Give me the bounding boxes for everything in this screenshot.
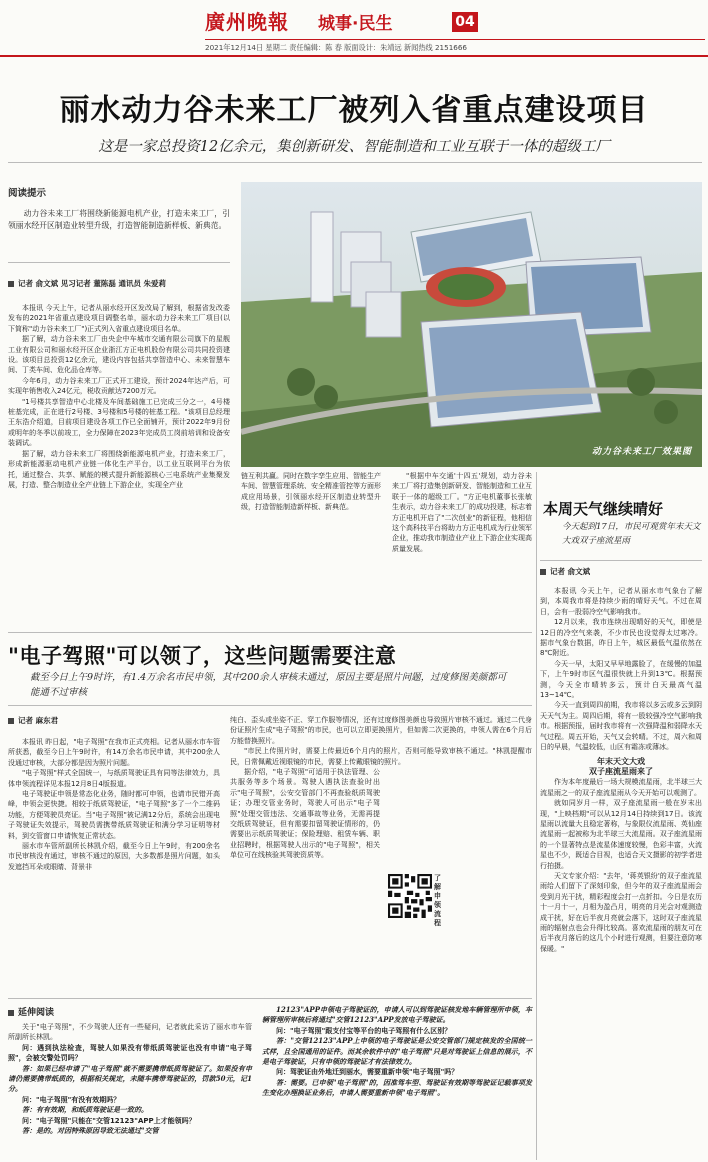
bullet-icon [8, 718, 14, 724]
bullet-icon [8, 281, 14, 287]
extended-col2 [262, 1005, 532, 1099]
divider [8, 632, 532, 633]
qa-line: 问："电子驾照"跟支付宝等平台的电子驾照有什么区别？ [276, 1026, 452, 1035]
weather-subhead-1: 年末天文大戏 [597, 756, 645, 766]
qa-line: 问："电子驾照"有没有效期吗？ [22, 1095, 121, 1104]
qa-line: 答："交管12123"APP上申领的电子驾驶证是公安交管部门规定核发的全国统一式样，且全国通用的证件。而其余软件中的"电子驾照"只是对驾驶证上信息的展示，不是电子驾驶证，只有申领的驾驶证才有法律效力。 [262, 1036, 532, 1067]
qa-line: 问：遇到执法检查，驾驶人如果没有带纸质驾驶证也没有申请"电子驾照"，会被交警处罚吗？ [8, 1043, 252, 1063]
divider [8, 705, 532, 706]
extended-title: 延伸阅读 [8, 1005, 54, 1018]
divider [536, 472, 537, 1160]
qa-line: 12123"APP申领电子驾驶证的，申请人可以到驾驶证核发地车辆管理所申领，车辆管理所审核后将通过"交管12123"APP发放电子驾驶证。 [262, 1005, 532, 1025]
lead-subtitle: 这是一家总投资12亿余元，集创新研发、智能制造和工业互联于一体的超级工厂 [98, 139, 610, 155]
weather-headline: 本周天气继续晴好 [543, 500, 664, 518]
factory-rendering-photo [241, 182, 702, 467]
weather-body: 本报讯 今天上午，记者从丽水市气象台了解到，本周我市将是持续少雨的晴好天气。不过在周日，会有一股弱冷空气影响我市。 12月以来，我市连续出现晴好的天气，即使是12日的冷空气来袭，不少市民也没觉得太过寒冷。据市气象台数据，昨日上午，城区最低气温依然在8℃附近。 今天一早，太阳又早早地露脸了，在缓慢的加温下，上午9时市区气温很快就上升到13℃。根据预测，今天全市晴转多云，预计白天最高气温13~14℃。 今天一直到周四前期，我市将以多云或多云到阴天天气为主。周四后期，将有一股较强冷空气影响我市。根据预报，届时我市将有一次强降温和弱降水天气过程。周五开始，天气又会转晴。不过，周六和周日的早晨，气温较低，山区有霜冻或薄冰。 年末天文大戏 双子座流星雨来了 作为本年度最后一场大规模流星雨，北半球三大流星雨之一的双子座流星雨从今天开始可以观测了。 就如同岁月一样，双子座流星雨一般在岁末出现，"上映档期"可以从12月14日持续到17日。该流星雨以流量大且稳定著称，与象限仪流星雨、英仙座流星雨一起被称为北半球三大流星雨。双子座流星雨的一个显著特点是流星体速度较慢，色彩丰富，火流星也不少，既适合目视，也适合天文摄影的初学者进行拍摄。 天文专家介绍："去年，'蒋英银纷'的双子座流星雨给人们留下了深刻印象，但今年的双子座流星雨会受到月光干扰，精彩程度会打一点折扣。今日是农历十一月十一，月相为盈凸月，明亮的月光会对观测造成干扰，好在后半夜月亮就会落下，这时双子座流星雨的辐射点也会升得比较高。喜欢流星雨的朋友可在后半夜月落后的这几个小时进行观测，但要注意防寒保暖。" [540, 587, 702, 953]
issue-info: 2021年12月14日 星期二 责任编辑：陈 春 版面设计：朱靖远 新闻热线 2151666 [205, 43, 467, 52]
qa-line: 答：是的。对因特殊原因导致无法通过"交管 [22, 1126, 159, 1136]
article1-col1: 本报讯 今天上午，记者从丽水经开区发改局了解到，根据省发改委发布的2021年省重点建设项目调整名单，丽水动力谷未来工厂项目(以下简称"动力谷未来工厂")正式列入省重点建设项目名单。 据了解，动力谷未来工厂由央企中车城市交通有限公司旗下的星舰工业有限公司和丽水经开区企业浙江方正电机股份有限公司共同投资建设。该项目总投资12亿余元，建设内容包括共享智造中心、未来智慧车间、丁类车间、危化品仓库等。 今年6月，动力谷未来工厂正式开工建设，预计2024年达产后，可实现年销售收入24亿元，税收贡献达7200万元。 "1号楼共享智造中心北楼及车间基础施工已完成三分之一，4号楼桩基完成，正在进行2号楼、3号楼和5号楼的桩基工程。"该项目总经理王东浩介绍道，目前项目建设各项工作已全面铺开，预计2022年9月份或明年的冬季以前竣工，全力保障在2023年完成员工岗前培训和设备安装调试。 据了解，动力谷未来工厂将围绕新能源电机产业，打造未来工厂，形成新能源驱动电机产业链一体化生产平台，以工业互联网平台为依托，通过整合、共享、赋能的模式提升新能源核心三电系统产业集聚发展，打造、整合制造业全产业链上下游企业，实现全产业 [8, 304, 230, 489]
qr-code[interactable] [388, 874, 432, 918]
article1-col2: 链互利共赢。同时在数字孪生应用、智能生产车间、智慧管理系统、安全精准管控等方面形成应用场景，引领丽水经开区制造业转型升级，打造智能制造新样板、新典范。 [241, 472, 381, 512]
divider [8, 162, 702, 163]
byline-weather: 记者 俞文斌 [540, 566, 590, 577]
byline-license: 记者 麻东君 [8, 715, 58, 726]
header-rule [205, 39, 705, 40]
license-col1: 本报讯 昨日起，"电子驾照"在我市正式亮相。记者从丽水市车管所获悉，截至今日上午9时许，有14万余名市民申请，其中200余人没通过审核，大部分都是因为照片问题。 "电子驾照"样式全国统一，与纸质驾驶证具有同等法律效力，具体申领流程详见本报12月8日4版报道。 电子驾驶证申领是常态化业务，随时都可申领，也请市民错开高峰，申领会更快捷。相较于纸质驾驶证，"电子驾照"多了一个二维码功能，方便驾驶员亮证。当"电子驾照"被记满12分后，系统会出现电子驾驶证失效提示，驾驶员需携带纸质驾驶证和满分学习证明等材料，到交管窗口申请恢复正常状态。 丽水市车管所副所长林凯介绍，截至今日上午9时，有200余名市民审核没有通过，审核不通过的原因，大多数都是照片问题，如头发遮挡耳朵或眼睛、背景非 [8, 738, 220, 871]
qr-label: 了解申领流程 [434, 874, 441, 927]
photo-caption: 动力谷未来工厂效果图 [591, 447, 692, 457]
weather-subtitle: 今天起到17日，市民可观赏年末天文大戏双子座流星雨 [562, 522, 701, 546]
reading-tips-body: 动力谷未来工厂将围绕新能源电机产业，打造未来工厂，引领丽水经开区制造业转型升级，打造智能制造新样板、新典范。 [8, 209, 230, 230]
qa-line: 答：如果已经申请了"电子驾照"就不需要携带纸质驾驶证了。如果没有申请仍需要携带纸质的，根据相关规定，未随车携带驾驶证的，罚款50元，记1分。 [8, 1063, 252, 1094]
bullet-icon [8, 1010, 14, 1016]
extended-col1 [8, 1022, 252, 1136]
license-col2: 纯白、歪头或坐姿不正、穿工作服等情况，还有过度修图美颜也导致照片审核不通过。通过二代身份证照片生成"电子驾照"的市民，也可以立即更换照片，但如需二次更换的，申领人需在6个月后方能替换照片。 "市民上传照片时，需要上传最近6个月内的照片，否则可能导致审核不通过。"林凯提醒市民，日常佩戴近视眼镜的市民，需要上传戴眼镜的照片。 据介绍，"电子驾照"可适用于执法管理、公共服务等多个场景。驾驶人遇执法查验时出示"电子驾照"，公安交管部门不再查验纸质驾驶证；办理交管业务时，驾驶人可出示"电子驾照"处理交管违法、交通事故等业务，无需再提交纸质驾驶证，但有需要扣留驾驶证情形的，仍需要出示纸质驾驶证；保险理赔、租赁车辆、职业招聘时，根据驾驶人出示的"电子驾照"，相关单位可在线核验其驾驶资质等。 [230, 716, 532, 860]
newspaper-logo: 廣州晚報 [205, 10, 289, 34]
byline-lead: 记者 俞文斌 见习记者 董陈磊 通讯员 朱爱莉 [8, 278, 166, 289]
qa-line: 问："电子驾照"只能在"交管12123"APP上才能领吗？ [22, 1116, 196, 1125]
license-subtitle: 截至今日上午9时许，有1.4万余名市民申领，其中200余人审核未通过，原因主要是照片问题，过度修图美颜都可能通不过审核 [30, 672, 507, 698]
article1-col3: "根据中车交通'十四五'规划，动力谷未来工厂将打造集创新研发、智能制造和工业互联于一体的超级工厂。"方正电机董事长张敏生表示，动力谷未来工厂的成功投建，标志着方正电机开启了"二次创业"的新征程，他相信这个高科技平台将助力方正电机成为行业领军企业，推动我市制造业产业上下游企业实现高质量发展。 [392, 472, 532, 553]
qa-line: 关于"电子驾照"，不少驾驶人还有一些疑问，记者就此采访了丽水市车管所副所长林凯。 [8, 1023, 252, 1042]
qa-line: 答：有有效期，和纸质驾驶证是一致的。 [22, 1105, 148, 1115]
license-headline: "电子驾照"可以领了，这些问题需要注意 [8, 644, 397, 668]
weather-subhead-2: 双子座流星雨来了 [589, 766, 653, 776]
divider [8, 262, 230, 263]
divider [8, 998, 532, 999]
qa-line: 问：驾驶证由外地迁到丽水，需要重新申领"电子驾照"吗？ [276, 1068, 459, 1077]
bullet-icon [540, 569, 546, 575]
lead-headline: 丽水动力谷未来工厂被列入省重点建设项目 [59, 93, 649, 128]
factory-illustration [241, 182, 702, 467]
header-rule-bottom [0, 55, 708, 57]
page-number: 04 [452, 12, 478, 32]
divider [540, 560, 702, 561]
section-title: 城事·民生 [318, 14, 393, 34]
reading-tips-title: 阅读提示 [8, 188, 47, 199]
qa-line: 答：需要。已申领"电子驾照"的，因准驾车型、驾驶证有效期等驾驶证记载事项发生变化办理换证业务后，申请人需要重新申领"电子驾照"。 [262, 1077, 532, 1098]
